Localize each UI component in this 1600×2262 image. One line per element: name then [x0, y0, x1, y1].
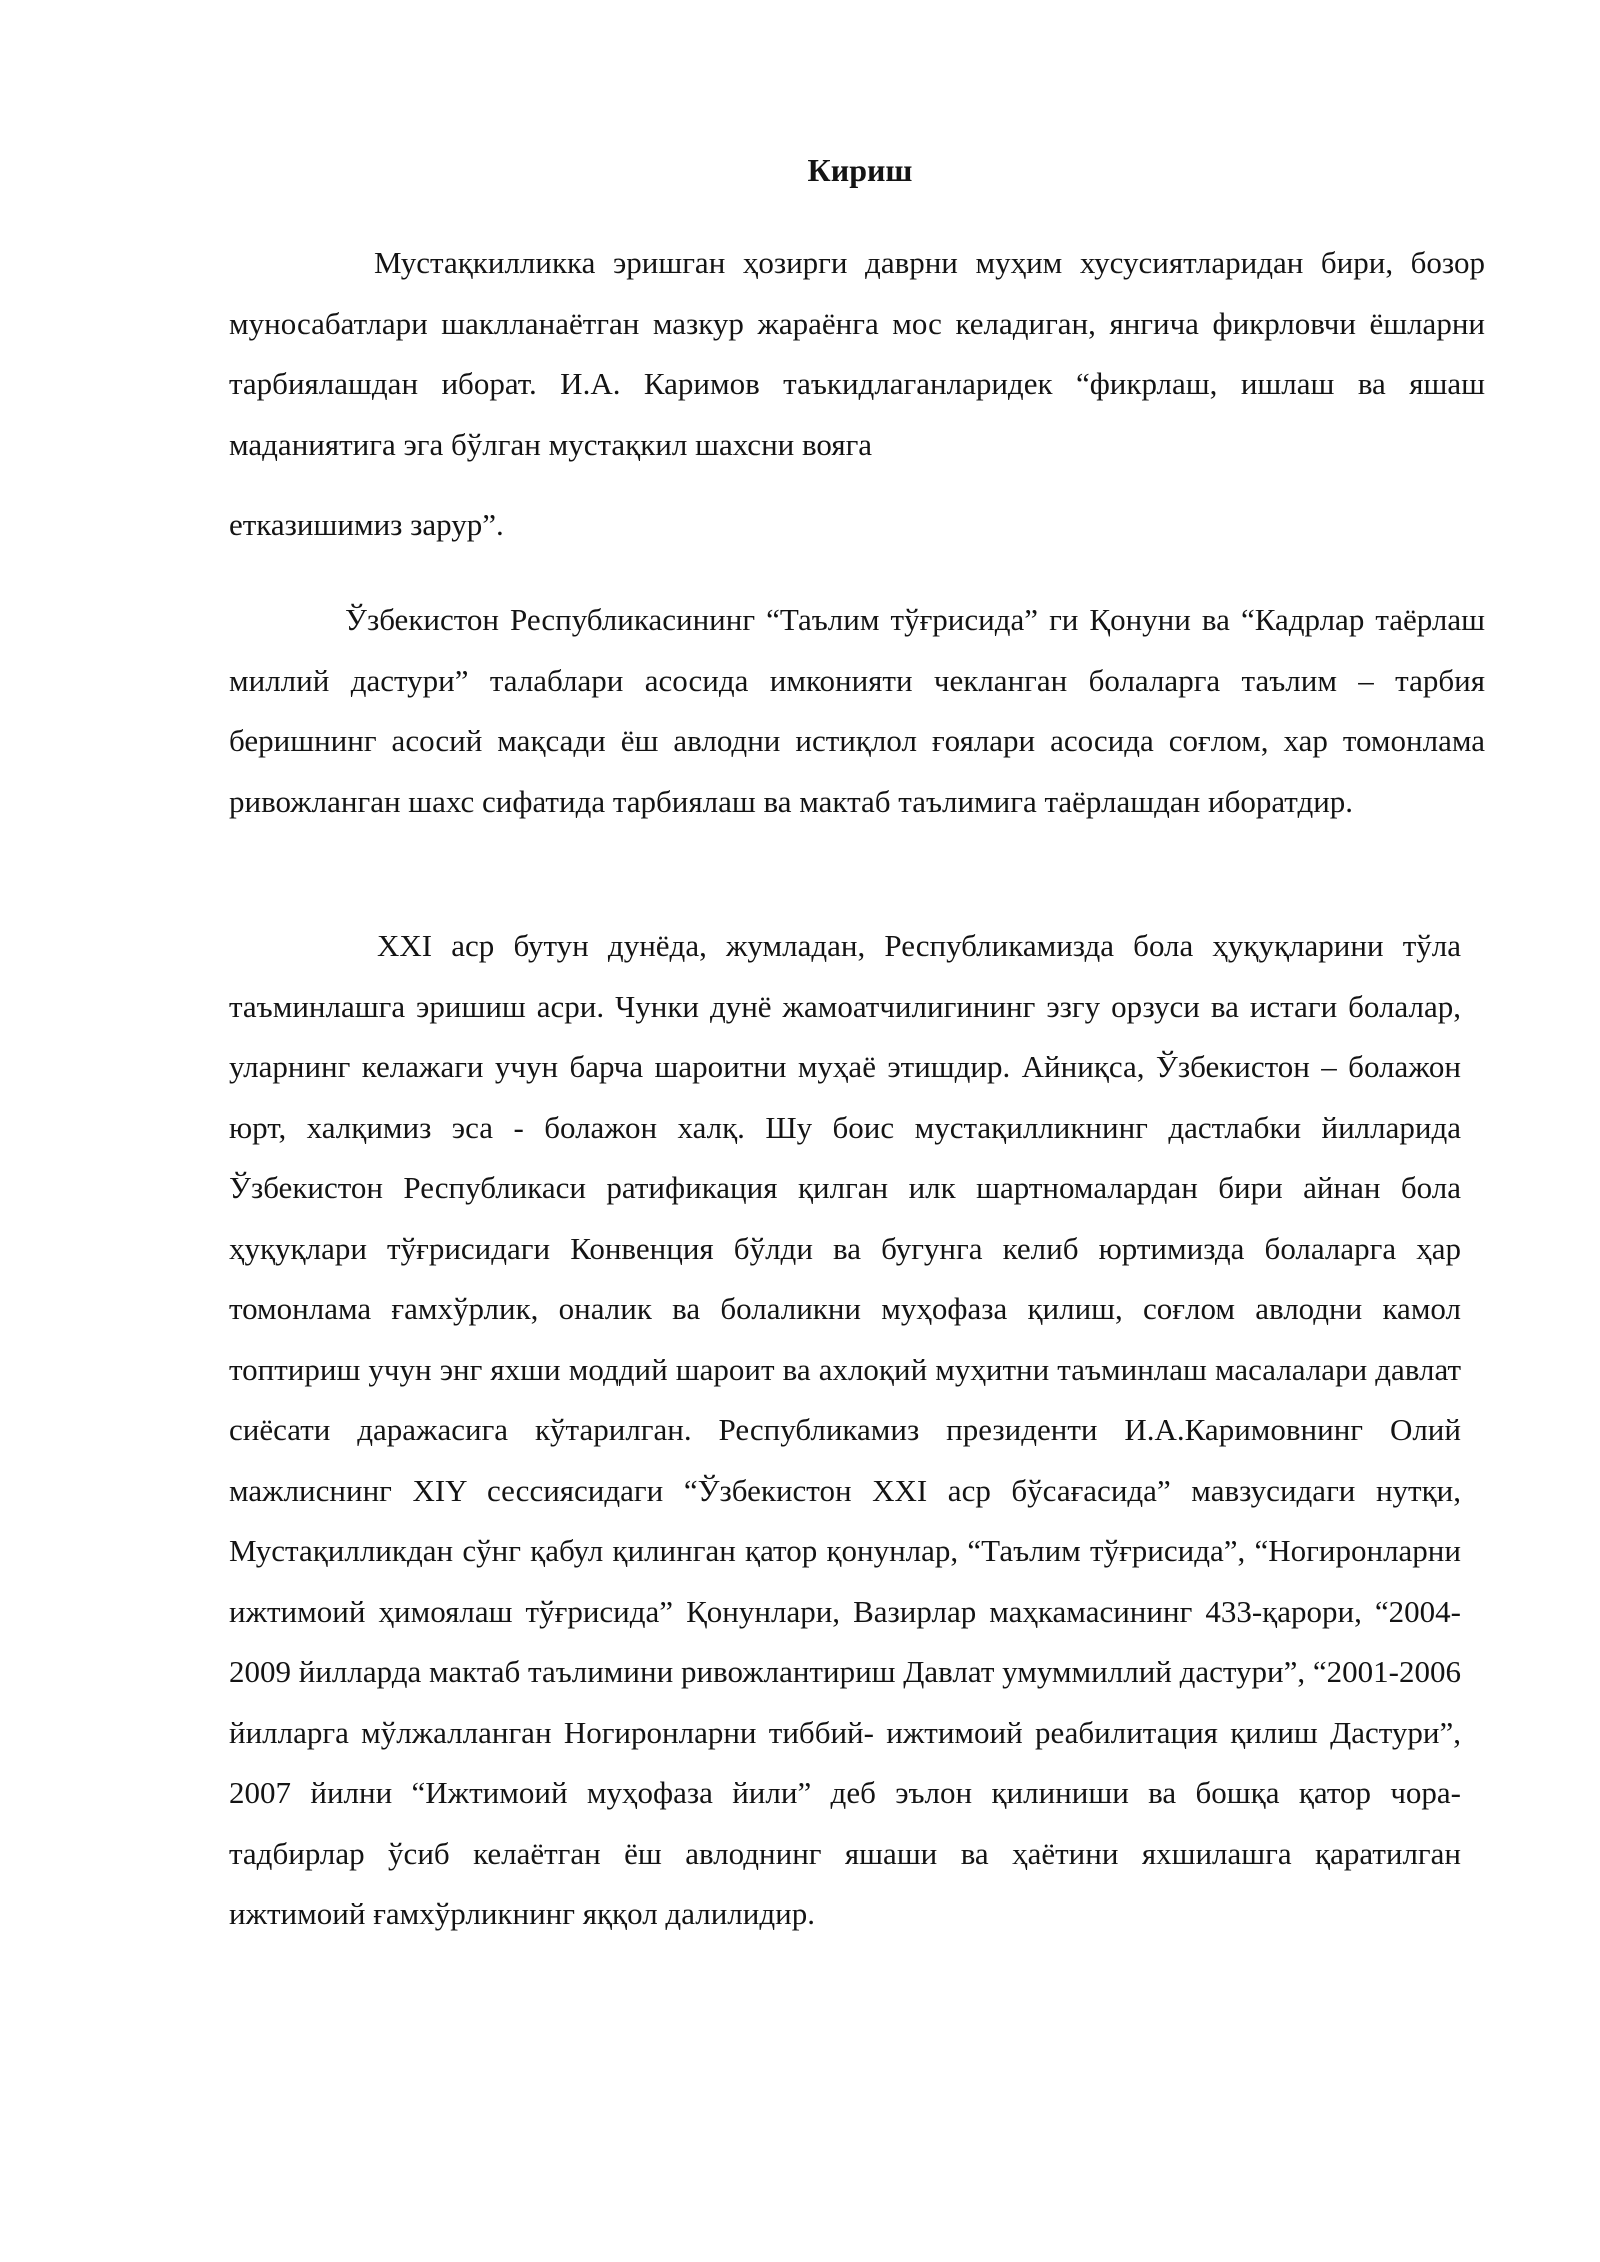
paragraph-intro-tail: етказишимиз зарур”. — [229, 507, 504, 542]
paragraph-law: Ўзбекистон Республикасининг “Таълим тўғрисида” ги Қонуни ва “Кадрлар таёрлаш миллий дастури” талаблари асосида имконияти чекланган болаларга таълим – тарбия беришнинг асосий мақсади ёш авлодни истиқлол ғоялари асосида соғлом, хар томонлама ривожланган шахс сифатида тарбиялаш ва мактаб таълимига таёрлашдан иборатдир. — [229, 602, 1485, 819]
paragraph-xxi-century: XXI аср бутун дунёда, жумладан, Республикамизда бола ҳуқуқларини тўла таъминлашга эришиш асри. Чунки дунё жамоатчилигининг эзгу орзуси ва истаги болалар, уларнинг келажаги учун барча шароитни муҳаё этишдир. Айниқса, Ўзбекистон – болажон юрт, халқимиз эса - болажон халқ. Шу боис мустақилликнинг дастлабки йилларида Ўзбекистон Республикаси ратификация қилган илк шартномалардан бири айнан бола ҳуқуқлари тўғрисидаги Конвенция бўлди ва бугунга келиб юртимизда болаларга ҳар томонлама ғамхўрлик, оналик ва болаликни муҳофаза қилиш, соғлом авлодни камол топтириш учун энг яхши моддий шароит ва ахлоқий муҳитни таъминлаш масалалари давлат сиёсати даражасига кўтарилган. Республикамиз президенти И.А.Каримовнинг Олий мажлиснинг XIY сессиясидаги “Ўзбекистон XXI аср бўсағасида” мавзусидаги нутқи, Мустақилликдан сўнг қабул қилинган қатор қонунлар, “Таълим тўғрисида”, “Ногиронларни ижтимоий ҳимоялаш тўғрисида” Қонунлари, Вазирлар маҳкамасининг 433-қарори, “2004-2009 йилларда мактаб таълимини ривожлантириш Давлат умуммиллий дастури”, “2001-2006 йилларга мўлжалланган Ногиронларни тиббий- ижтимоий реабилитация қилиш Дастури”, 2007 йилни “Ижтимоий муҳофаза йили” деб эълон қилиниши ва бошқа қатор чора-тадбирлар ўсиб келаётган ёш авлоднинг яшаши ва ҳаётини яхшилашга қаратилган ижтимоий ғамхўрликнинг яққол далилидир. — [229, 928, 1461, 1931]
paragraph-intro — [229, 233, 1485, 556]
page-title: Кириш — [807, 152, 913, 188]
paragraph-intro-text: Мустақкилликка эришган ҳозирги даврни муҳим хусусиятларидан бири, бозор муносабатлари шаклланаётган мазкур жараёнга мос келадиган, янгича фикрловчи ёшларни тарбиялашдан иборат. И.А. Каримов таъкидлаганларидек “фикрлаш, ишлаш ва яшаш маданиятига эга бўлган мустақкил шахсни вояга — [229, 245, 1485, 462]
